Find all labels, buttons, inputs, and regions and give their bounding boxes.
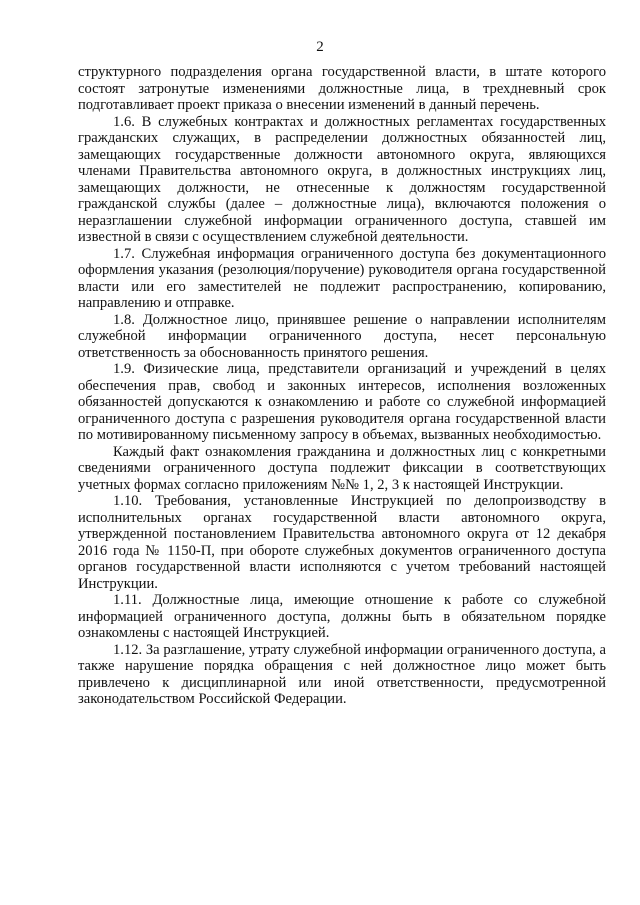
paragraph-1-10: 1.10. Требования, установленные Инструкцией по делопроизводству в исполнительных органах государственной власти автономного округа, утвержденной постановлением Правительства автономного округа от 12 декабря 2016 года № 1150-П, при обороте служебных документов ограниченного доступа органов государственной власти исполняются с учетом требований настоящей Инструкции. [78,493,606,592]
paragraph-continuation: структурного подразделения органа государственной власти, в штате которого состоят затронутые изменениями должностные лица, в трехдневный срок подготавливает проект приказа о внесении изменений в данный перечень. [78,64,606,113]
paragraph-1-7: 1.7. Служебная информация ограниченного доступа без документационного оформления указания (резолюция/поручение) руководителя органа государственной власти или его заместителей не подлежит распространению, копированию, направлению и отправке. [78,245,606,311]
paragraph-1-11: 1.11. Должностные лица, имеющие отношение к работе со служебной информацией ограниченного доступа, должны быть в обязательном порядке ознакомлены с настоящей Инструкцией. [78,592,606,641]
paragraph-1-9-fact: Каждый факт ознакомления гражданина и должностных лиц с конкретными сведениями ограниченного доступа подлежит фиксации в соответствующих учетных формах согласно приложениям №№ 1, 2, 3 к настоящей Инструкции. [78,443,606,493]
paragraph-1-8: 1.8. Должностное лицо, принявшее решение о направлении исполнителям служебной информации ограниченного доступа, несет персональную ответственность за обоснованность принятого решения. [78,311,606,361]
page-number: 2 [316,39,324,55]
document-body [78,64,606,708]
paragraph-1-9: 1.9. Физические лица, представители организаций и учреждений в целях обеспечения прав, свобод и законных интересов, исполнения возложенных обязанностей допускаются к ознакомлению и работе со служебной информацией ограниченного доступа с разрешения руководителя органа государственной власти по мотивированному письменному запросу в объемах, вызванных необходимостью. [78,361,606,443]
paragraph-1-6: 1.6. В служебных контрактах и должностных регламентах государственных гражданских служащих, в распределении должностных обязанностей лиц, замещающих государственные должности автономного округа, являющихся членами Правительства автономного округа, в должностных инструкциях лиц, замещающих должности, не отнесенные к должностям государственной гражданской службы (далее – должностные лица), включаются положения о неразглашении служебной информации ограниченного доступа, ставшей им известной в связи с осуществлением служебной деятельности. [78,113,606,245]
paragraph-1-12: 1.12. За разглашение, утрату служебной информации ограниченного доступа, а также нарушение порядка обращения с ней должностное лицо может быть привлечено к дисциплинарной или иной ответственности, предусмотренной законодательством Российской Федерации. [78,641,606,707]
